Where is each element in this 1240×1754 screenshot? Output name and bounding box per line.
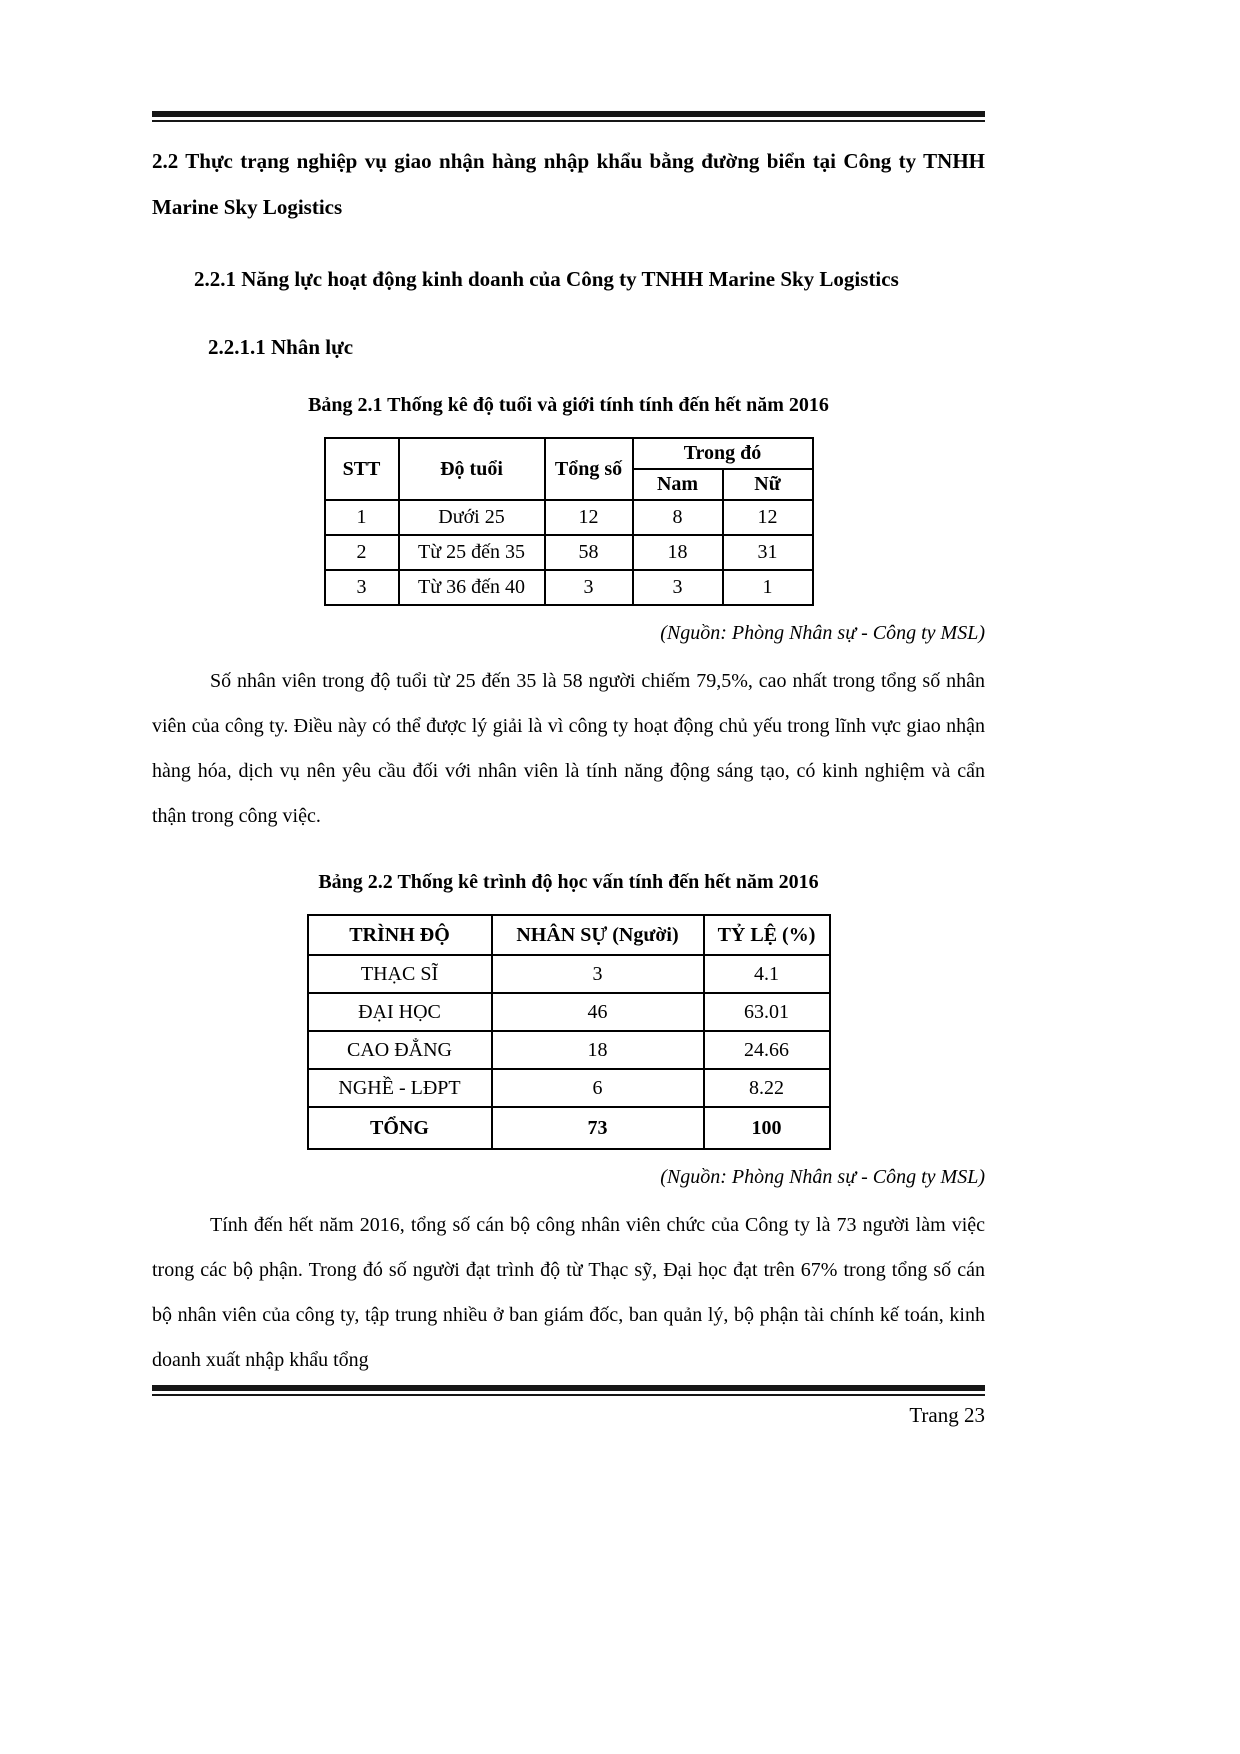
table-header-cell: Nữ [723, 469, 813, 500]
top-rule-thin-line [152, 120, 985, 122]
table-cell: 1 [723, 570, 813, 605]
page-number: Trang 23 [909, 1403, 985, 1427]
table-header-cell: TỶ LỆ (%) [704, 915, 830, 955]
table-header-cell: Tổng số [545, 438, 633, 500]
table-cell: 3 [545, 570, 633, 605]
table-cell: 73 [492, 1107, 704, 1149]
table2-source-note: (Nguồn: Phòng Nhân sự - Công ty MSL) [660, 1166, 985, 1188]
section-heading: 2.2 Thực trạng nghiệp vụ giao nhận hàng nhập khẩu bằng đường biển tại Công ty TNHH Marine Sky Logistics [152, 149, 985, 219]
table-cell: 2 [325, 535, 399, 570]
table-cell: ĐẠI HỌC [308, 993, 492, 1031]
subsubsection-heading: 2.2.1.1 Nhân lực [208, 335, 354, 359]
table-cell: 18 [492, 1031, 704, 1069]
table-cell: 4.1 [704, 955, 830, 993]
table-cell: 24.66 [704, 1031, 830, 1069]
table-cell: 3 [325, 570, 399, 605]
table1-caption: Bảng 2.1 Thống kê độ tuổi và giới tính tính đến hết năm 2016 [308, 394, 829, 416]
bottom-rule [152, 1385, 985, 1396]
table-cell: 58 [545, 535, 633, 570]
education-table [307, 914, 831, 1150]
table-cell: Từ 36 đến 40 [399, 570, 545, 605]
table-cell: 46 [492, 993, 704, 1031]
table-cell: Từ 25 đến 35 [399, 535, 545, 570]
table-header-cell: Độ tuổi [399, 438, 545, 500]
age-gender-table [324, 437, 814, 606]
body-paragraph-2: Tính đến hết năm 2016, tổng số cán bộ công nhân viên chức của Công ty là 73 người làm việc trong các bộ phận. Trong đó số người đạt trình độ từ Thạc sỹ, Đại học đạt trên 67% trong tổng số cán bộ nhân viên của công ty, tập trung nhiều ở ban giám đốc, ban quản lý, bộ phận tài chính kế toán, kinh doanh xuất nhập khẩu tổng [152, 1214, 985, 1371]
table-header-row [308, 915, 830, 955]
table-header-cell: Trong đó [633, 438, 813, 469]
table-cell: 63.01 [704, 993, 830, 1031]
table-header-row [325, 438, 813, 469]
table-row [308, 993, 830, 1031]
table-row [308, 1031, 830, 1069]
top-rule [152, 0, 985, 122]
table-cell: NGHỀ - LĐPT [308, 1069, 492, 1107]
page-footer [152, 1385, 985, 1428]
table-cell: 12 [545, 500, 633, 535]
table-cell: Dưới 25 [399, 500, 545, 535]
table-row [325, 500, 813, 535]
table-header-cell: TRÌNH ĐỘ [308, 915, 492, 955]
table-cell: 6 [492, 1069, 704, 1107]
table1-source-note: (Nguồn: Phòng Nhân sự - Công ty MSL) [660, 622, 985, 644]
subsection-heading: 2.2.1 Năng lực hoạt động kinh doanh của Công ty TNHH Marine Sky Logistics [194, 267, 899, 291]
bottom-rule-thin-line [152, 1394, 985, 1396]
table-header-cell: NHÂN SỰ (Người) [492, 915, 704, 955]
table-row [325, 570, 813, 605]
table-total-row [308, 1107, 830, 1149]
body-paragraph-1: Số nhân viên trong độ tuổi từ 25 đến 35 là 58 người chiếm 79,5%, cao nhất trong tổng số nhân viên của công ty. Điều này có thể được lý giải là vì công ty hoạt động chủ yếu trong lĩnh vực giao nhận hàng hóa, dịch vụ nên yêu cầu đối với nhân viên là tính năng động sáng tạo, có kinh nghiệm và cẩn thận trong công việc. [152, 670, 985, 827]
table-cell: TỔNG [308, 1107, 492, 1149]
table-cell: 12 [723, 500, 813, 535]
table2-caption: Bảng 2.2 Thống kê trình độ học vấn tính đến hết năm 2016 [318, 871, 819, 893]
table-row [308, 1069, 830, 1107]
table-cell: 3 [492, 955, 704, 993]
table-cell: 8 [633, 500, 723, 535]
table-cell: 8.22 [704, 1069, 830, 1107]
table-cell: 3 [633, 570, 723, 605]
table-header-cell: Nam [633, 469, 723, 500]
table-cell: 1 [325, 500, 399, 535]
table-cell: THẠC SĨ [308, 955, 492, 993]
table-cell: CAO ĐẲNG [308, 1031, 492, 1069]
table-cell: 18 [633, 535, 723, 570]
page-content [152, 0, 985, 1383]
table-row [325, 535, 813, 570]
table-header-cell: STT [325, 438, 399, 500]
table-cell: 31 [723, 535, 813, 570]
table-cell: 100 [704, 1107, 830, 1149]
table-row [308, 955, 830, 993]
